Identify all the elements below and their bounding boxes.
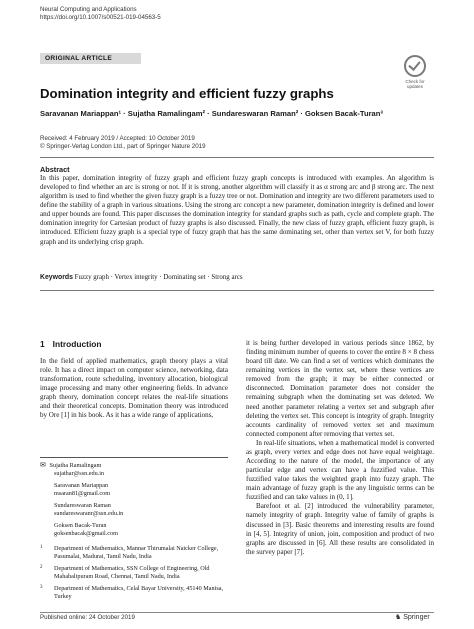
contact-block (40, 502, 228, 517)
contact-name: Sundareswaran Raman (54, 502, 111, 509)
affiliation-text: Department of Mathematics, Mannar Thirumalai Naicker College, Pasumalai, Madurai, Tamil Nadu, India (54, 545, 219, 560)
intro-paragraph: it is being further developed in various periods since 1862, by finding minimum number of queens to cover the entire 8 × 8 chess board till date. We can find a set of vertices which dominates the remaining vertices in the vertex set, where these vertices are removed from the graph; it may be either connected or disconnected. Domination parameter does not consider the remaining subgraph when the dominating set was deleted. We need another parameter relating a vertex set and subgraph after deleting the vertex set. This concept is integrity of graph. Integrity accounts cardinality of removed vertex set and maximum connected component after removing that vertex set. (246, 339, 434, 438)
divider (40, 157, 434, 158)
contact-name: Sujatha Ramalingam (49, 462, 102, 469)
affiliation-number: 2 (40, 565, 43, 570)
footnote-divider (40, 457, 228, 458)
affiliation (40, 565, 228, 580)
contact-name: Saravanan Mariappan (54, 482, 109, 489)
contact-email[interactable]: sujathar@ssn.edu.in (54, 469, 105, 477)
author-contacts (40, 462, 228, 542)
keywords (40, 274, 434, 281)
section-number: 1 (40, 339, 45, 349)
contact-block (40, 462, 228, 477)
intro-paragraph: In the field of applied mathematics, graph theory plays a vital role. It has a direct impact on computer science, networking, data transformation, route scheduling, inventory allocation, biological image processing and many other engineering fields. In advance graph theory, domination concept relates the real-life situations and their theoretical concepts. Domination theory was introduced by Ore [1] in his book. As it has a wide range of applications, (40, 357, 228, 420)
affiliation (40, 585, 228, 600)
contact-name: Goksen Bacak-Turan (54, 522, 107, 529)
doi-link[interactable]: https://doi.org/10.1007/s00521-019-04563-5 (40, 14, 161, 21)
divider (40, 290, 434, 291)
footer-divider (40, 612, 434, 613)
journal-name: Neural Computing and Applications (40, 6, 137, 13)
intro-paragraph: Barefoot et al. [2] introduced the vulnerability parameter, namely integrity of graph. Integrity value of family of graphs is discussed in [3]. Basic theorems and interesting results are found in [4, 5]. Integrity of union, join, composition and product of two graphs are discussed in [6]. All these results are consolidated in the survey paper [7]. (246, 502, 434, 556)
intro-paragraph: In real-life situations, when a mathematical model is converted as graph, every vertex and edge does not have equal weightage. According to the nature of the model, the importance of any particular edge and vertex can have a fuzzified value. This fuzzified value takes the weighted graph into fuzzy graph. The main advantage of fuzzy graph is the any linguistic terms can be fuzzified and can take values in (0, 1]. (246, 438, 434, 502)
envelope-icon: ✉ (40, 461, 46, 469)
abstract-text: In this paper, domination integrity of fuzzy graph and efficient fuzzy graph concepts is introduced with examples. An algorithm is developed to find whether an arc is strong or not. If it is strong, another algorithm will classify it as α strong arc and β strong arc. The next algorithm is used to find whether the given fuzzy graph is a fuzzy tree or not. Domination and integrity are two different parameters used to define the stability of a graph in various situations. Using the strong arc concept a new parameter, domination integrity is defined and lower and upper bounds are found. This paper discusses the domination integrity for standard graphs such as path, cycle and complete graph. The domination integrity for Cartesian product of fuzzy graphs is also discussed. Finally, the new class of fuzzy graph, efficient fuzzy graph, is introduced. Efficient fuzzy graph is a special type of fuzzy graph that has the same dominating set, other than vertex set V, for both fuzzy graph and its underlying crisp graph. (40, 174, 434, 246)
keywords-label: Keywords (40, 274, 73, 281)
publisher-logo (395, 613, 430, 621)
section-title: Introduction (52, 339, 102, 349)
copyright: © Springer-Verlag London Ltd., part of Springer Nature 2019 (40, 143, 206, 150)
contact-email[interactable]: sundareswaranr@ssn.edu.in (54, 509, 124, 517)
affiliation-text: Department of Mathematics, Celal Bayar University, 45140 Manisa, Turkey (54, 585, 224, 600)
contact-email[interactable]: goksenbacak@gmail.com (54, 529, 118, 537)
affiliation-number: 1 (40, 545, 43, 550)
received-accepted: Received: 4 February 2019 / Accepted: 10 October 2019 (40, 135, 195, 142)
affiliation-text: Department of Mathematics, SSN College of Engineering, Old Mahabalipuram Road, Chennai, Tamil Nadu, India (54, 565, 210, 580)
check-updates-label: Check for updates (405, 79, 425, 89)
section-heading (40, 339, 110, 349)
check-updates-icon (404, 55, 426, 77)
published-date: Published online: 24 October 2019 (40, 614, 135, 621)
affiliation (40, 545, 228, 560)
contact-block (40, 522, 228, 537)
author-list: Saravanan Mariappan¹ · Sujatha Ramalingam² · Sundareswaran Raman² · Goksen Bacak-Turan³ (40, 109, 383, 118)
publisher-name: Springer (403, 614, 430, 621)
article-type-badge: ORIGINAL ARTICLE (40, 53, 141, 64)
springer-horse-icon: ♞ (395, 614, 402, 621)
paper-title: Domination integrity and efficient fuzzy graphs (40, 86, 334, 101)
contact-block (40, 482, 228, 497)
check-for-updates-button[interactable] (400, 55, 430, 89)
contact-email[interactable]: msaran81@gmail.com (54, 489, 111, 497)
intro-right-column (246, 339, 434, 557)
keywords-text: Fuzzy graph · Vertex integrity · Dominating set · Strong arcs (74, 274, 243, 281)
affiliations (40, 545, 228, 605)
journal-header (40, 6, 161, 22)
affiliation-number: 3 (40, 585, 43, 590)
article-dates (40, 135, 206, 151)
abstract-heading: Abstract (40, 165, 70, 174)
intro-left-column (40, 357, 228, 421)
